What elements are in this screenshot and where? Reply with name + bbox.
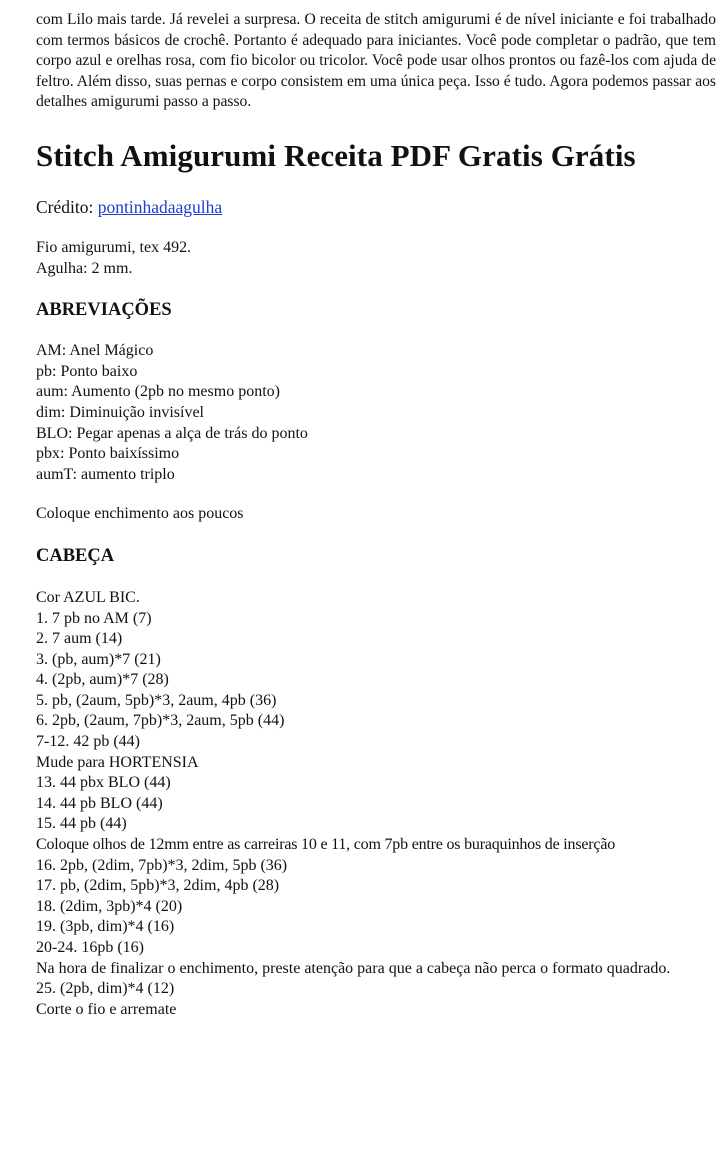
- materials-list: [36, 238, 716, 279]
- instruction-line: 25. (2pb, dim)*4 (12): [36, 980, 175, 998]
- instruction-line: 5. pb, (2aum, 5pb)*3, 2aum, 4pb (36): [36, 691, 277, 709]
- abbreviation-item: AM: Anel Mágico: [36, 342, 154, 360]
- instruction-line: Na hora de finalizar o enchimento, preste atenção para que a cabeça não perca o formato quadrado.: [36, 959, 671, 977]
- abbreviations-list: [36, 341, 716, 485]
- abbreviation-item: BLO: Pegar apenas a alça de trás do ponto: [36, 424, 308, 442]
- instruction-line: 16. 2pb, (2dim, 7pb)*3, 2dim, 5pb (36): [36, 856, 288, 874]
- instruction-line: 20-24. 16pb (16): [36, 939, 144, 956]
- document-page: [36, 10, 716, 1020]
- abbreviations-heading: ABREVIAÇÕES: [36, 300, 172, 321]
- material-item: Agulha: 2 mm.: [36, 259, 133, 277]
- abbreviation-item: pbx: Ponto baixíssimo: [36, 445, 180, 463]
- credit-line: [36, 196, 716, 218]
- credit-link[interactable]: pontinhadaagulha: [97, 196, 223, 217]
- instruction-line: Mude para HORTENSIA: [36, 753, 199, 771]
- instruction-line: 4. (2pb, aum)*7 (28): [36, 671, 169, 689]
- instruction-line: Corte o fio e arremate: [36, 1000, 177, 1018]
- instruction-line: 2. 7 aum (14): [36, 630, 123, 648]
- instruction-line: 13. 44 pbx BLO (44): [36, 774, 171, 792]
- instruction-line: 3. (pb, aum)*7 (21): [36, 650, 161, 668]
- abbreviation-item: aumT: aumento triplo: [36, 465, 175, 483]
- instruction-line: 17. pb, (2dim, 5pb)*3, 2dim, 4pb (28): [36, 877, 280, 895]
- head-section-heading: CABEÇA: [36, 545, 115, 566]
- instruction-line: 18. (2dim, 3pb)*4 (20): [36, 897, 183, 915]
- stuffing-note: Coloque enchimento aos poucos: [36, 505, 244, 523]
- head-instructions: [36, 588, 716, 1020]
- instruction-line: Coloque olhos de 12mm entre as carreiras 10 e 11, com 7pb entre os buraquinhos de inserção: [36, 836, 616, 854]
- credit-label: Crédito:: [36, 196, 94, 217]
- instruction-line: 14. 44 pb BLO (44): [36, 794, 163, 812]
- abbreviation-item: dim: Diminuição invisível: [36, 403, 204, 421]
- abbreviation-item: pb: Ponto baixo: [36, 362, 138, 380]
- instruction-line: 6. 2pb, (2aum, 7pb)*3, 2aum, 5pb (44): [36, 712, 285, 730]
- instruction-line: Cor AZUL BIC.: [36, 588, 140, 606]
- instruction-line: 7-12. 42 pb (44): [36, 733, 140, 751]
- abbreviation-item: aum: Aumento (2pb no mesmo ponto): [36, 383, 280, 401]
- page-title: Stitch Amigurumi Receita PDF Gratis Grátis: [36, 137, 636, 173]
- instruction-line: 15. 44 pb (44): [36, 815, 127, 833]
- material-item: Fio amigurumi, tex 492.: [36, 238, 192, 256]
- instruction-line: 1. 7 pb no AM (7): [36, 609, 152, 627]
- intro-paragraph: com Lilo mais tarde. Já revelei a surpresa. O receita de stitch amigurumi é de nível iniciante e foi trabalhado com termos básicos de crochê. Portanto é adequado para iniciantes. Você pode completar o padrão, que tem corpo azul e orelhas rosa, com fio bicolor ou tricolor. Você pode usar olhos prontos ou fazê-los com ajuda de feltro. Além disso, suas pernas e corpo consistem em uma única peça. Isso é tudo. Agora podemos passar aos detalhes amigurumi passo a passo.: [36, 11, 716, 111]
- instruction-line: 19. (3pb, dim)*4 (16): [36, 918, 175, 936]
